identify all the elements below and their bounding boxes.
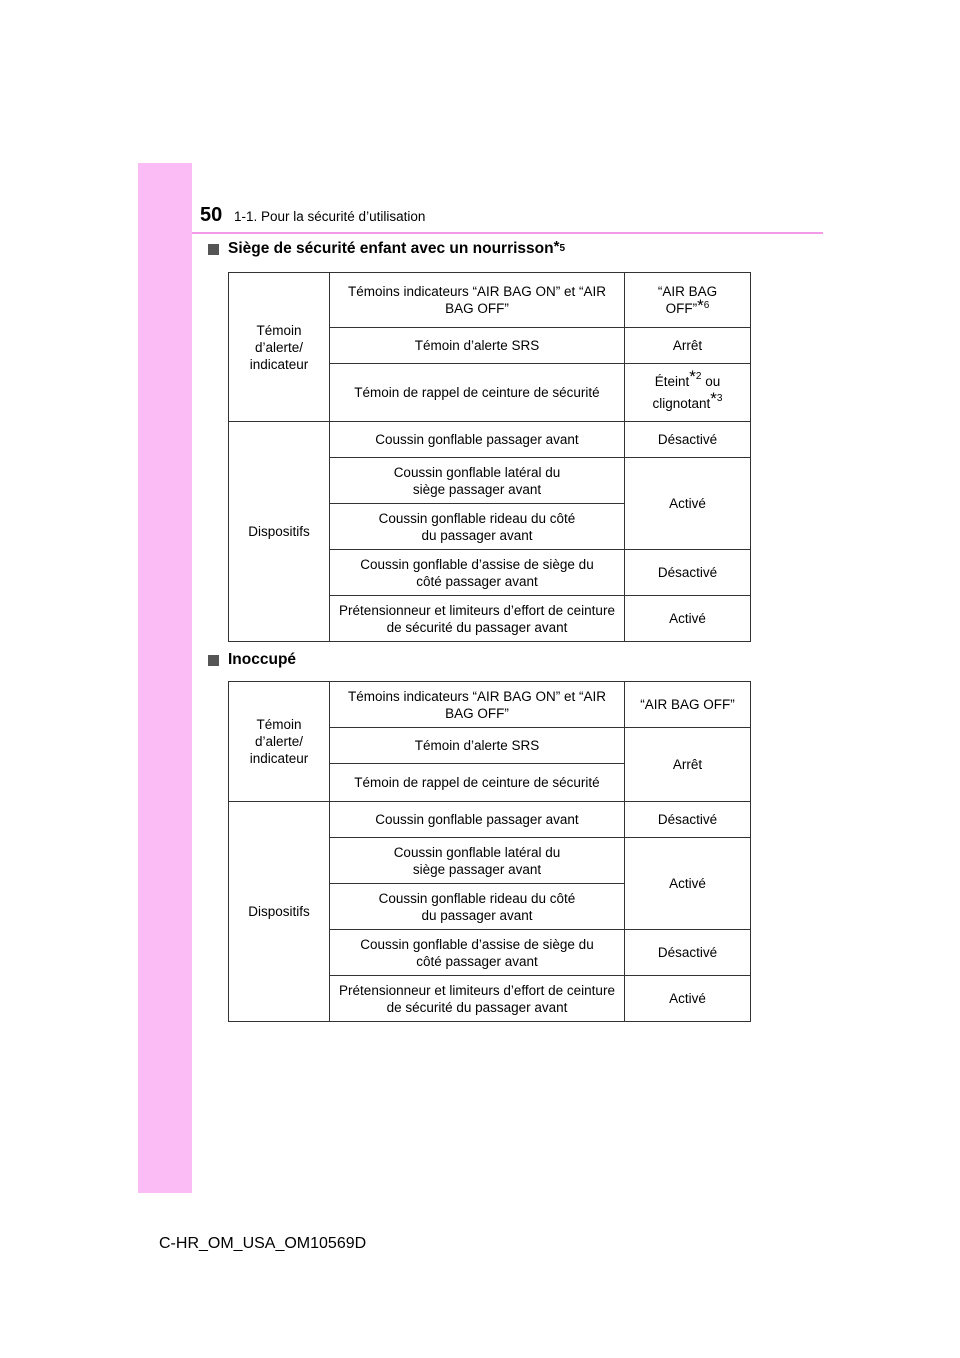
document-code: C-HR_OM_USA_OM10569D (159, 1235, 367, 1252)
cushion-airbag-value: Désactivé (625, 930, 751, 976)
square-bullet-icon (208, 655, 219, 666)
airbag-indicators-label: Témoins indicateurs “AIR BAG ON” et “AIR BAG OFF” (330, 682, 625, 728)
front-passenger-airbag-value: Désactivé (625, 802, 751, 838)
devices-group-label: Dispositifs (229, 422, 330, 642)
indicator-group-label: Témoin d’alerte/ indicateur (229, 682, 330, 802)
airbag-indicators-value: “AIR BAG OFF”*$^6$ (625, 273, 751, 328)
front-passenger-airbag-label: Coussin gonflable passager avant (330, 802, 625, 838)
unoccupied-table (228, 681, 751, 1022)
seatbelt-reminder-label: Témoin de rappel de ceinture de sécurité (330, 364, 625, 422)
curtain-airbag-label: Coussin gonflable rideau du côté du passager avant (330, 504, 625, 550)
square-bullet-icon (208, 244, 219, 255)
curtain-airbag-label: Coussin gonflable rideau du côté du passager avant (330, 884, 625, 930)
seatbelt-reminder-value: Éteint*$^2$ ou clignotant*$^3$ (625, 364, 751, 422)
front-passenger-airbag-value: Désactivé (625, 422, 751, 458)
front-passenger-airbag-label: Coussin gonflable passager avant (330, 422, 625, 458)
chapter-title: 1-1. Pour la sécurité d’utilisation (234, 209, 426, 224)
section-title-unoccupied (208, 651, 296, 669)
page-number: 50 (200, 204, 223, 226)
airbag-indicators-label: Témoins indicateurs “AIR BAG ON” et “AIR BAG OFF” (330, 273, 625, 328)
side-airbag-label: Coussin gonflable latéral du siège passager avant (330, 838, 625, 884)
srs-warning-label: Témoin d’alerte SRS (330, 328, 625, 364)
side-color-band (138, 163, 192, 1193)
section-title-infant-seat (208, 240, 565, 258)
cushion-airbag-label: Coussin gonflable d’assise de siège du côté passager avant (330, 930, 625, 976)
pretensioner-value: Activé (625, 596, 751, 642)
side-curtain-value: Activé (625, 838, 751, 930)
header-divider (192, 232, 823, 234)
footnote-star: * (553, 238, 560, 255)
srs-seatbelt-value: Arrêt (625, 728, 751, 802)
pretensioner-label: Prétensionneur et limiteurs d’effort de ceinture de sécurité du passager avant (330, 596, 625, 642)
infant-seat-table (228, 272, 751, 642)
side-airbag-label: Coussin gonflable latéral du siège passager avant (330, 458, 625, 504)
indicator-group-label: Témoin d’alerte/ indicateur (229, 273, 330, 422)
srs-warning-label: Témoin d’alerte SRS (330, 728, 625, 764)
devices-group-label: Dispositifs (229, 802, 330, 1022)
footnote-number: 5 (559, 243, 566, 254)
section-title-text: Inoccupé (228, 651, 297, 668)
section-title-text: Siège de sécurité enfant avec un nourrisson (228, 240, 554, 257)
side-curtain-value: Activé (625, 458, 751, 550)
airbag-indicators-value: “AIR BAG OFF” (625, 682, 751, 728)
cushion-airbag-value: Désactivé (625, 550, 751, 596)
pretensioner-label: Prétensionneur et limiteurs d’effort de ceinture de sécurité du passager avant (330, 976, 625, 1022)
pretensioner-value: Activé (625, 976, 751, 1022)
cushion-airbag-label: Coussin gonflable d’assise de siège du côté passager avant (330, 550, 625, 596)
srs-warning-value: Arrêt (625, 328, 751, 364)
seatbelt-reminder-label: Témoin de rappel de ceinture de sécurité (330, 764, 625, 802)
